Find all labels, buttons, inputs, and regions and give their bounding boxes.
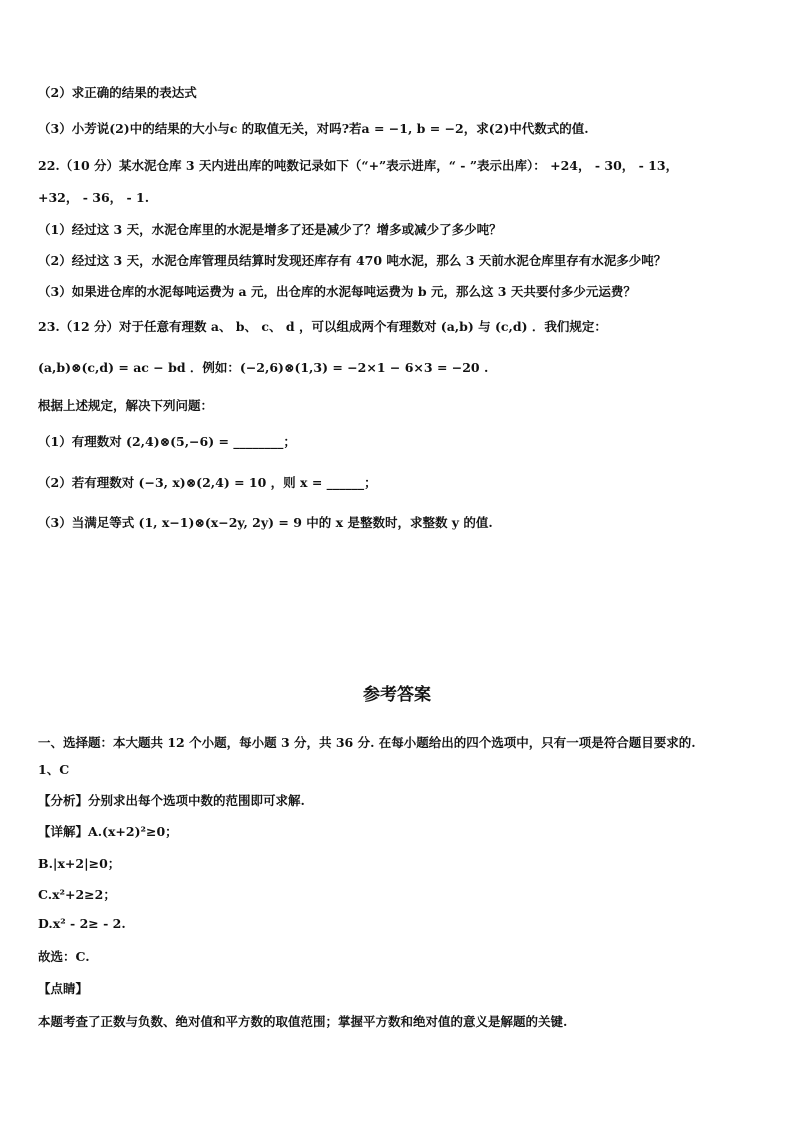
- text-line: （1）经过这 3 天，水泥仓库里的水泥是增多了还是减少了？增多或减少了多少吨？: [38, 222, 502, 237]
- text-line: 本题考查了正数与负数、绝对值和平方数的取值范围；掌握平方数和绝对值的意义是解题的关键.: [38, 1014, 568, 1029]
- text-line: （1）有理数对 (2,4)⊗(5,−6) = ________；: [38, 434, 296, 449]
- text-line: B.|x+2|≥0；: [38, 856, 121, 871]
- text-line: 1、C: [38, 762, 70, 777]
- text-line: 一、选择题：本大题共 12 个小题，每小题 3 分，共 36 分. 在每小题给出的四个选项中，只有一项是符合题目要求的.: [38, 735, 696, 750]
- text-line: 23.（12 分）对于任意有理数 a、 b、 c、 d ，可以组成两个有理数对 (a,b) 与 (c,d) ．我们规定：: [38, 319, 607, 334]
- text-line: （3）小芳说(2)中的结果的大小与c 的取值无关，对吗?若a = −1, b = −2，求(2)中代数式的值.: [38, 121, 589, 136]
- text-line: D.x² - 2≥ - 2.: [38, 916, 126, 931]
- text-line: 22.（10 分）某水泥仓库 3 天内进出库的吨数记录如下（“+”表示进库，“ - ”表示出库）： +24， - 30， - 13，: [38, 158, 679, 173]
- text-line: （2）若有理数对 (−3, x)⊗(2,4) = 10 ，则 x = ______；: [38, 475, 377, 490]
- text-line: 故选：C.: [38, 949, 90, 964]
- text-line: (a,b)⊗(c,d) = ac − bd ．例如：(−2,6)⊗(1,3) = −2×1 − 6×3 = −20 .: [38, 360, 489, 375]
- text-line: +32， - 36， - 1.: [38, 190, 150, 205]
- answer-section-title: 参考答案: [363, 685, 431, 705]
- text-line: 根据上述规定，解决下列问题：: [38, 398, 214, 413]
- text-line: 【分析】分别求出每个选项中数的范围即可求解.: [38, 793, 305, 808]
- text-line: （2）经过这 3 天，水泥仓库管理员结算时发现还库存有 470 吨水泥，那么 3 天前水泥仓库里存有水泥多少吨？: [38, 253, 667, 268]
- text-line: C.x²+2≥2；: [38, 887, 116, 902]
- text-line: （3）当满足等式 (1, x−1)⊗(x−2y, 2y) = 9 中的 x 是整数时，求整数 y 的值.: [38, 515, 493, 530]
- text-line: 【点睛】: [38, 981, 89, 996]
- text-line: 【详解】A.(x+2)²≥0；: [38, 824, 178, 839]
- text-line: （3）如果进仓库的水泥每吨运费为 a 元，出仓库的水泥每吨运费为 b 元，那么这 3 天共要付多少元运费？: [38, 284, 636, 299]
- text-line: （2）求正确的结果的表达式: [38, 85, 197, 100]
